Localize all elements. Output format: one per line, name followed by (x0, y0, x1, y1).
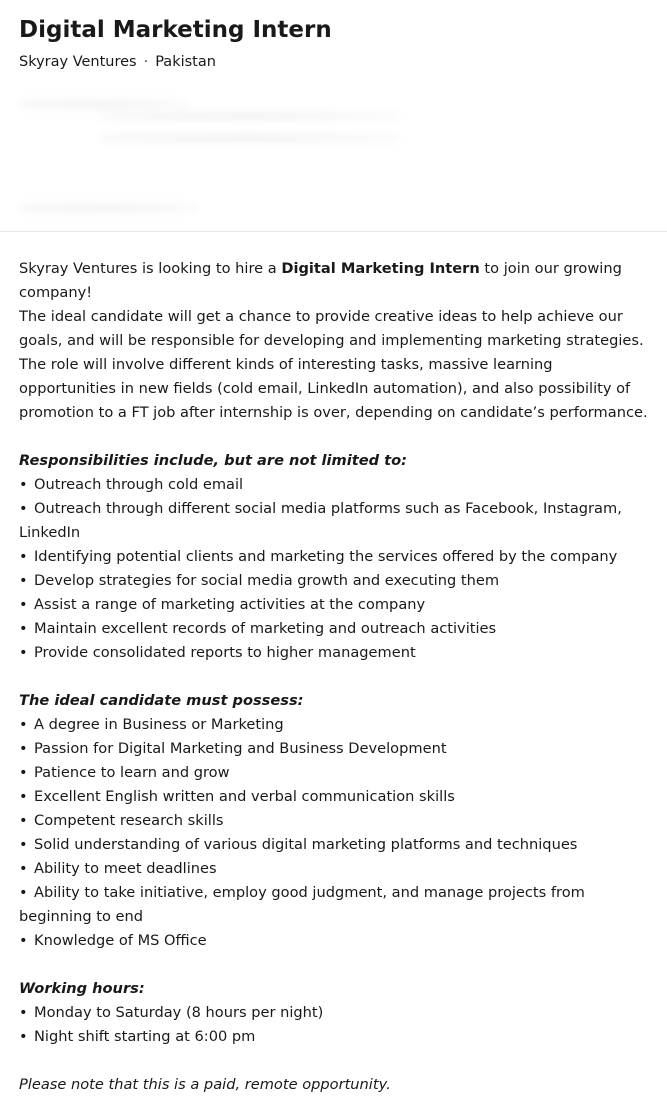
candidate-heading: The ideal candidate must possess: (19, 692, 304, 709)
intro-text-end: to join our growing company! (19, 260, 622, 301)
list-item (19, 857, 649, 881)
list-item (19, 1025, 649, 1049)
list-item-text: Provide consolidated reports to higher management (34, 644, 416, 661)
list-item (19, 809, 649, 833)
list-item (19, 641, 649, 665)
bullet-mark: • (19, 548, 28, 565)
list-item-text: Outreach through cold email (34, 476, 244, 493)
list-item (19, 881, 649, 929)
list-item-text: Maintain excellent records of marketing and outreach activities (34, 620, 497, 637)
bullet-mark: • (19, 620, 28, 637)
job-header (0, 0, 667, 232)
list-item-text: Ability to take initiative, employ good judgment, and manage projects from beginning to end (19, 884, 585, 925)
list-item-text: Outreach through different social media platforms such as Facebook, Instagram, LinkedIn (19, 500, 622, 541)
bullet-mark: • (19, 476, 28, 493)
blurred-insight-line (19, 100, 189, 108)
list-item-text: Assist a range of marketing activities at the company (34, 596, 426, 613)
list-item-text: Identifying potential clients and marketing the services offered by the company (34, 548, 618, 565)
intro-text-start: Skyray Ventures is looking to hire a (19, 260, 282, 277)
list-item (19, 737, 649, 761)
list-item-text: Passion for Digital Marketing and Business Development (34, 740, 447, 757)
paid-remote-note: Please note that this is a paid, remote opportunity. (19, 1076, 391, 1093)
responsibilities-heading: Responsibilities include, but are not limited to: (19, 452, 407, 469)
list-item (19, 593, 649, 617)
working-hours-heading: Working hours: (19, 980, 145, 997)
spacer (19, 665, 649, 689)
spacer (19, 1049, 649, 1073)
list-item (19, 713, 649, 737)
intro-text (19, 257, 649, 305)
list-item (19, 497, 649, 545)
spacer (19, 425, 649, 449)
list-item (19, 785, 649, 809)
bullet-mark: • (19, 764, 28, 781)
bullet-mark: • (19, 788, 28, 805)
list-item-text: Patience to learn and grow (34, 764, 230, 781)
job-location: Pakistan (155, 54, 216, 70)
bullet-mark: • (19, 1028, 28, 1045)
job-description (19, 257, 649, 1097)
list-item (19, 761, 649, 785)
list-item-text: Solid understanding of various digital marketing platforms and techniques (34, 836, 578, 853)
bullet-mark: • (19, 716, 28, 733)
list-item-text: Knowledge of MS Office (34, 932, 207, 949)
bullet-mark: • (19, 1004, 28, 1021)
blurred-insight-line (100, 112, 400, 120)
list-item (19, 545, 649, 569)
bullet-mark: • (19, 836, 28, 853)
list-item-text: A degree in Business or Marketing (34, 716, 284, 733)
list-item (19, 569, 649, 593)
list-item-text: Ability to meet deadlines (34, 860, 217, 877)
list-item (19, 929, 649, 953)
bullet-mark: • (19, 884, 28, 901)
bullet-mark: • (19, 860, 28, 877)
bullet-mark: • (19, 572, 28, 589)
job-title: Digital Marketing Intern (19, 17, 332, 43)
separator-dot: · (143, 54, 149, 70)
bullet-mark: • (19, 740, 28, 757)
bullet-mark: • (19, 596, 28, 613)
responsibilities-list (19, 473, 649, 665)
list-item-text: Excellent English written and verbal communication skills (34, 788, 455, 805)
blurred-insight-line (100, 134, 400, 142)
description-paragraph: The ideal candidate will get a chance to provide creative ideas to help achieve our goals, and will be responsible for developing and implementing marketing strategies. The role will involve different kinds of interesting tasks, massive learning opportunities in new fields (cold email, LinkedIn automation), and also possibility of promotion to a FT job after internship is over, depending on candidate’s performance. (19, 308, 648, 421)
list-item-text: Develop strategies for social media growth and executing them (34, 572, 500, 589)
bullet-mark: • (19, 932, 28, 949)
list-item-text: Monday to Saturday (8 hours per night) (34, 1004, 324, 1021)
list-item (19, 617, 649, 641)
spacer (19, 953, 649, 977)
bullet-mark: • (19, 500, 28, 517)
list-item-text: Competent research skills (34, 812, 224, 829)
job-subline (19, 52, 216, 72)
bullet-mark: • (19, 812, 28, 829)
list-item (19, 833, 649, 857)
blurred-insight-line (19, 204, 199, 212)
working-hours-list (19, 1001, 649, 1049)
intro-role-bold: Digital Marketing Intern (281, 260, 480, 277)
list-item-text: Night shift starting at 6:00 pm (34, 1028, 256, 1045)
bullet-mark: • (19, 644, 28, 661)
list-item (19, 1001, 649, 1025)
company-name[interactable]: Skyray Ventures (19, 54, 137, 70)
list-item (19, 473, 649, 497)
candidate-requirements-list (19, 713, 649, 953)
